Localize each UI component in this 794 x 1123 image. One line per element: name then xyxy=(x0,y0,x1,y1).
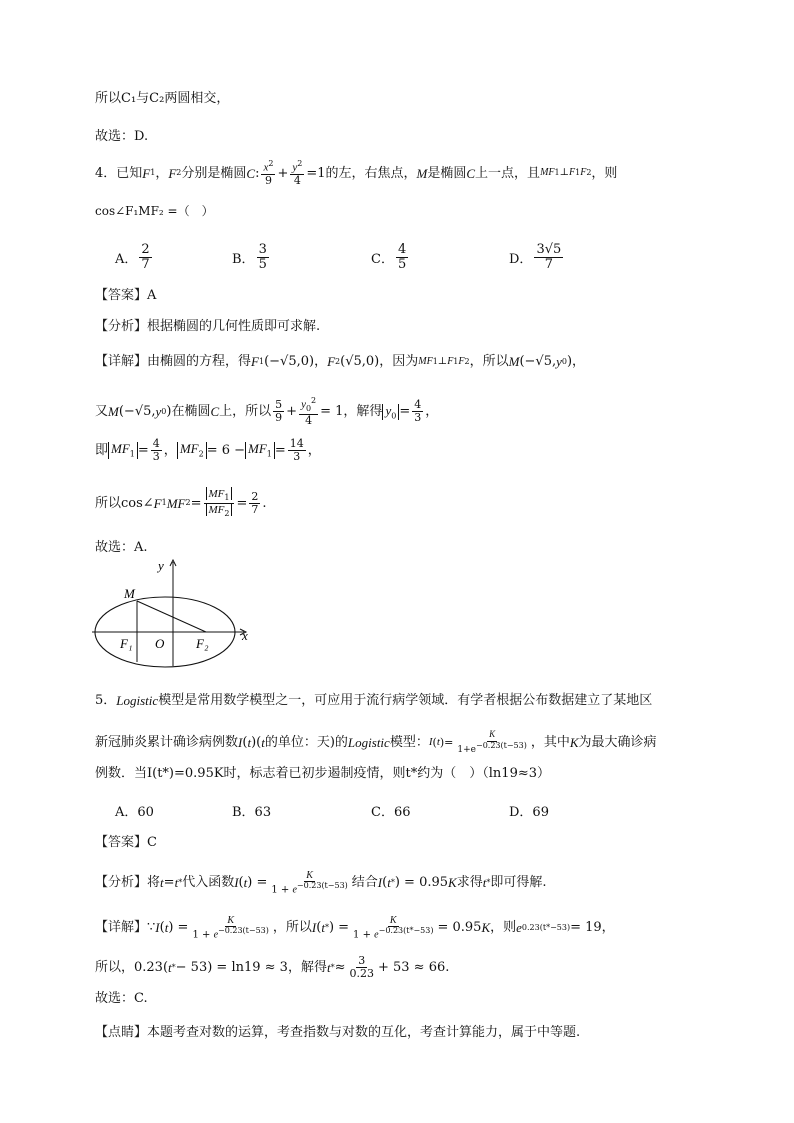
q5-analysis: 【分析】 将 t = t * 代入函数 I ( t ) = $\frac{K}{1 + e^{-0.23(t-53)}}$ 结合 I ( t * ) = 0.95 K 求得 t * 即可得解. xyxy=(95,870,547,896)
q5-option-d: D．69 xyxy=(509,805,549,820)
label-f1: F₁ xyxy=(120,636,133,651)
q4-answer: 【答案】 A xyxy=(95,288,157,303)
label-o: O xyxy=(155,636,165,651)
label-y: y xyxy=(158,558,164,573)
q4-pick: 故选：A. xyxy=(95,540,148,555)
text-line-choose-d: 故选：D. xyxy=(95,129,149,144)
q5-comment: 【点睛】 本题考查对数的运算，考查指数与对数的互化，考查计算能力，属于中等题. xyxy=(95,1025,581,1040)
label-x: x xyxy=(242,628,248,643)
q4-detail-4: 所以cos∠ F 1 MF 2 = $\frac{MF_1}{MF_2}$ = $\frac{2}{7}$ . xyxy=(95,488,267,519)
label-f2: F₂ xyxy=(196,636,209,651)
q5-stem-3: 例数．当I(t*)=0.95K时，标志着已初步遏制疫情，则t*约为（ ）（ln19≈3） xyxy=(95,766,551,781)
q5-option-b: B．63 xyxy=(232,805,272,820)
q5-detail-1: 【详解】 ∵ I ( t ) = $\frac{K}{1 + e^{-0.23(t-53)}}$ ，所以 I ( t * ) = $\frac{K}{1 + e^{-0.23(t*-53)}}$ = 0.95 K ，则 e 0.23(t*−53) = 19， xyxy=(95,915,615,941)
text-line-circles-intersect: 所以C₁与C₂两圆相交， xyxy=(95,91,230,106)
q4-stem: 4．已知 F 1 ， F 2 分别是椭圆 C : $\frac{x^2}{9}$ + $\frac{y^2}{4}$ =1的左，右焦点， M 是椭圆 C 上一点，且 MF 1 ⊥ F 1 F 2 ，则 xyxy=(95,159,618,187)
q4-option-d: D． $\frac{3√5}{7}$ xyxy=(509,242,562,273)
q5-pick: 故选：C. xyxy=(95,991,148,1006)
q4-detail-3: 即 $MF_1$ = $\frac{4}{3}$ ， $MF_2$ = 6 − $MF_1$ = $\frac{14}{3}$ ， xyxy=(95,437,321,464)
q4-ask: cos∠F₁MF₂ =（ ） xyxy=(95,204,214,218)
segment-m-f2 xyxy=(137,601,206,632)
ellipse-figure xyxy=(92,558,262,668)
q5-detail-2: 所以，0.23( t * − 53) = ln19 ≈ 3，解得 t * ≈ $\frac{3}{0.23}$ + 53 ≈ 66. xyxy=(95,954,450,981)
q5-option-a: A．60 xyxy=(115,805,154,820)
q4-detail-1: 【详解】 由椭圆的方程，得 F 1 (−√5,0)， F 2 (√5,0)，因为 MF 1 ⊥ F 1 F 2 ，所以 M (−√5, y 0 )， xyxy=(95,354,586,369)
label-m: M xyxy=(124,586,135,601)
q4-option-a: A． $\frac{2}{7}$ xyxy=(115,242,150,273)
q4-option-b: B． $\frac{3}{5}$ xyxy=(232,242,267,273)
q4-option-c: C． $\frac{4}{5}$ xyxy=(371,242,407,273)
q4-analysis: 【分析】 根据椭圆的几何性质即可求解. xyxy=(95,319,321,334)
q5-stem-2: 新冠肺炎累计确诊病例数 I ( t )( t 的单位：天)的 Logistic 模型： I ( t )= $\frac{K}{1+e^{-0.23(t-53)}}$ ，其中 K 为最大确诊病 xyxy=(95,729,657,755)
q4-detail-2: 又 M (−√5, y 0 )在椭圆 C 上，所以 $\frac{5}{9}$ + $\frac{y_0^2}{4}$ = 1，解得 $y_0$ = $\frac{4}{3}$ ， xyxy=(95,396,439,427)
q5-option-c: C．66 xyxy=(371,805,411,820)
q5-stem-1: 5． Logistic 模型是常用数学模型之一，可应用于流行病学领域．有学者根据公布数据建立了某地区 xyxy=(95,693,653,708)
q5-answer: 【答案】 C xyxy=(95,835,157,850)
